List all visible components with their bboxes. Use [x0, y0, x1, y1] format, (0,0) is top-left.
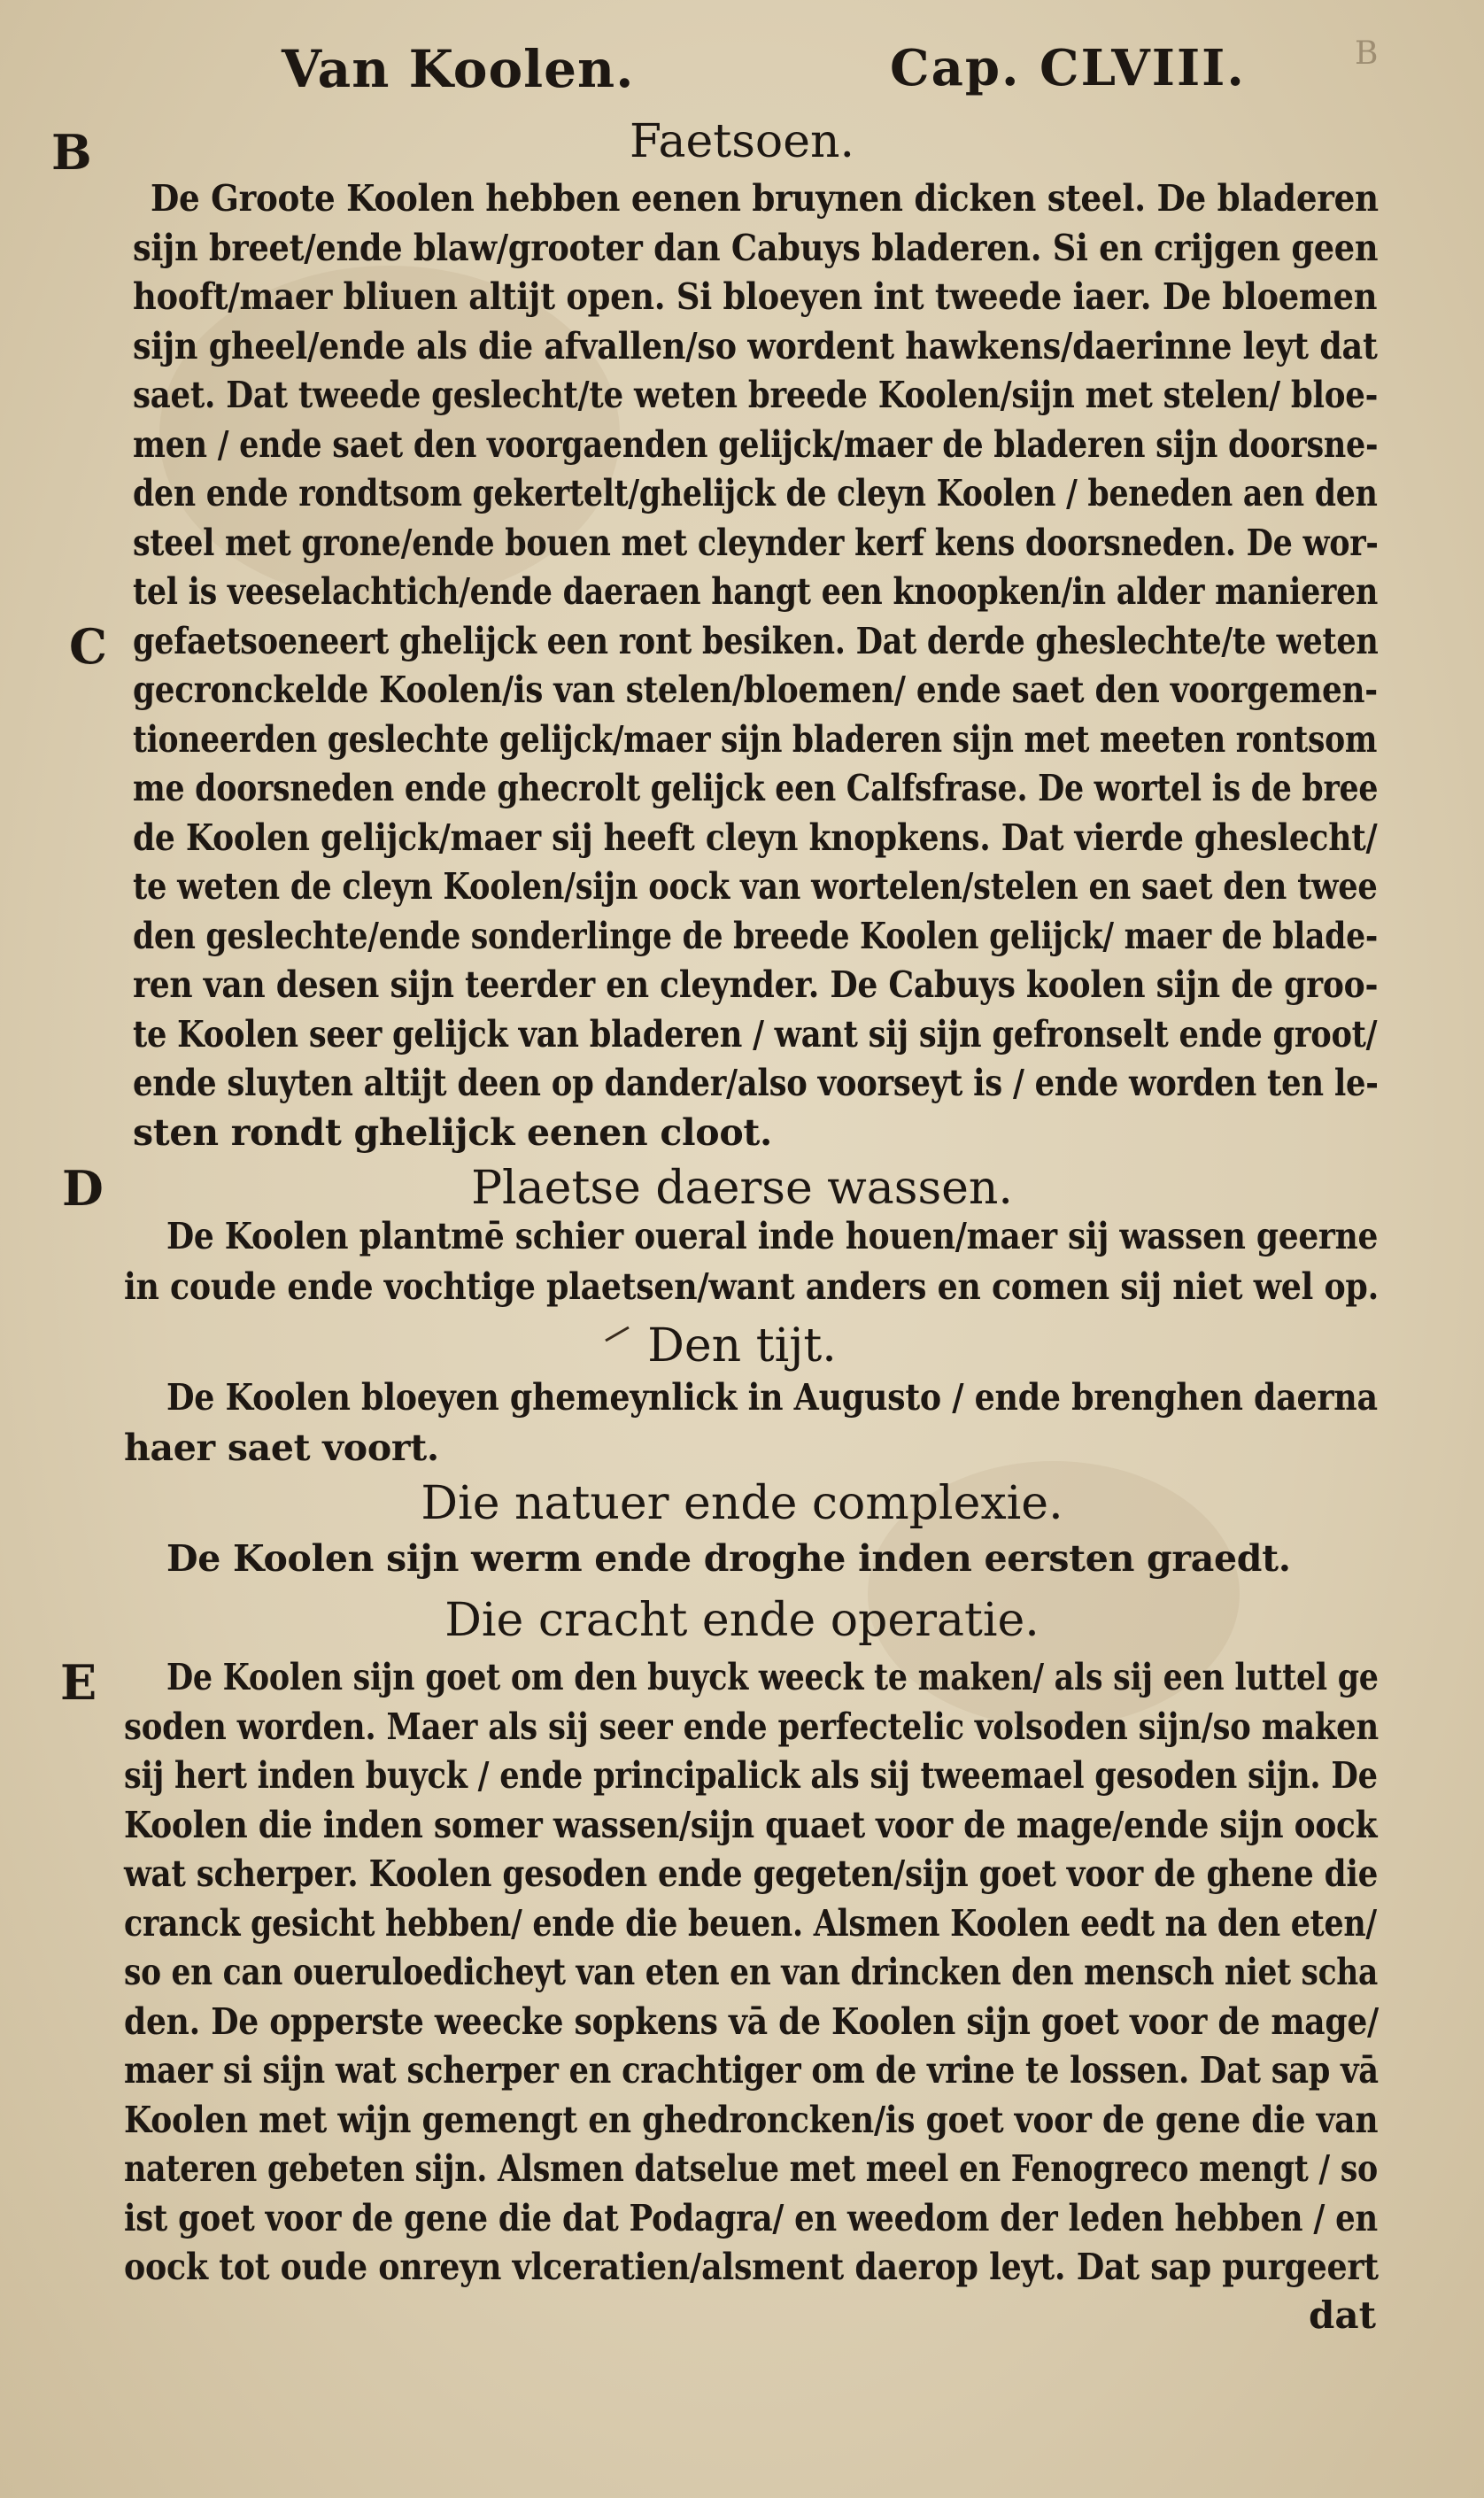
section-heading-plaetse: Plaetse daerse wassen.: [471, 1162, 1013, 1215]
text-line: De Koolen plantmē schier oueral inde houen/maer sij wassen geerne: [166, 1215, 1379, 1257]
margin-marker-b: B: [51, 124, 92, 181]
text-line: sijn breet/ende blaw/grooter dan Cabuys bladeren. Si en crijgen geen: [133, 227, 1379, 269]
section-heading-tijt: Den tijt.: [647, 1319, 837, 1373]
section-heading-faetsoen: Faetsoen.: [629, 115, 854, 168]
text-line: maer si sijn wat scherper en crachtiger om de vrine te lossen. Dat sap vā: [124, 2049, 1379, 2092]
text-line: so en can oueruloedicheyt van eten en van drincken den mensch niet scha: [124, 1951, 1379, 1993]
text-line: den. De opperste weecke sopkens vā de Koolen sijn goet voor de mage/: [124, 2000, 1379, 2043]
section-heading-natuer: Die natuer ende complexie.: [421, 1477, 1063, 1530]
text-line: sij hert inden buyck / ende principalick als sij tweemael gesoden sijn. De: [124, 1754, 1378, 1797]
catchword: dat: [1309, 2293, 1376, 2337]
text-line: ende sluyten altijt deen op dander/also voorseyt is / ende worden ten le-: [133, 1062, 1379, 1104]
text-line: oock tot oude onreyn vlceratien/alsment daerop leyt. Dat sap purgeert: [124, 2246, 1379, 2288]
text-line: nateren gebeten sijn. Alsmen datselue met meel en Fenogreco mengt / so: [124, 2147, 1379, 2190]
text-line: den geslechte/ende sonderlinge de breede Koolen gelijck/ maer de blade-: [133, 915, 1378, 957]
text-line: gefaetsoeneert ghelijck een ront besiken. Dat derde gheslechte/te weten: [133, 620, 1379, 662]
text-line: sten rondt ghelijck eenen cloot.: [133, 1111, 773, 1154]
text-line: de Koolen gelijck/maer sij heeft cleyn knopkens. Dat vierde gheslecht/: [133, 816, 1378, 859]
section-heading-cracht: Die cracht ende operatie.: [444, 1594, 1040, 1647]
text-line: gecronckelde Koolen/is van stelen/bloemen/ ende saet den voorgemen-: [133, 669, 1378, 711]
text-line: steel met grone/ende bouen met cleynder kerf kens doorsneden. De wor-: [133, 522, 1379, 564]
running-head-title: Van Koolen.: [282, 39, 635, 99]
text-line: cranck gesicht hebben/ ende die beuen. Alsmen Koolen eedt na den eten/: [124, 1902, 1377, 1945]
text-line: De Groote Koolen hebben eenen bruynen dicken steel. De bladeren: [151, 177, 1379, 220]
text-line: haer saet voort.: [124, 1427, 439, 1469]
text-line: Koolen met wijn gemengt en ghedroncken/is goet voor de gene die van: [124, 2099, 1379, 2141]
text-line: hooft/maer bliuen altijt open. Si bloeyen int tweede iaer. De bloemen: [133, 275, 1378, 318]
text-line: me doorsneden ende ghecrolt gelijck een Calfsfrase. De wortel is de bree: [133, 767, 1379, 809]
text-line: te Koolen seer gelijck van bladeren / want sij sijn gefronselt ende groot/: [133, 1013, 1378, 1056]
text-line: men / ende saet den voorgaenden gelijck/maer de bladeren sijn doorsne-: [133, 423, 1379, 466]
text-line: te weten de cleyn Koolen/sijn oock van wortelen/stelen en saet den twee: [133, 865, 1378, 908]
text-line: soden worden. Maer als sij seer ende perfectelic volsoden sijn/so maken: [124, 1705, 1379, 1748]
show-through-text: B: [1355, 35, 1379, 72]
margin-marker-d: D: [62, 1160, 104, 1217]
text-line: in coude ende vochtige plaetsen/want anders en comen sij niet wel op.: [124, 1265, 1379, 1308]
margin-marker-e: E: [60, 1654, 97, 1711]
text-line: saet. Dat tweede geslecht/te weten breede Koolen/sijn met stelen/ bloe-: [133, 374, 1379, 416]
text-line: De Koolen bloeyen ghemeynlick in Augusto / ende brenghen daerna: [166, 1376, 1378, 1419]
text-line: tioneerden geslechte gelijck/maer sijn bladeren sijn met meeten rontsom: [133, 718, 1378, 761]
text-line: wat scherper. Koolen gesoden ende gegeten/sijn goet voor de ghene die: [124, 1852, 1379, 1895]
text-line: ren van desen sijn teerder en cleynder. De Cabuys koolen sijn de groo-: [133, 963, 1379, 1006]
text-line: den ende rondtsom gekertelt/ghelijck de cleyn Koolen / beneden aen den: [133, 472, 1378, 514]
text-line: sijn gheel/ende als die afvallen/so wordent hawkens/daerinne leyt dat: [133, 325, 1378, 367]
text-line: ist goet voor de gene die dat Podagra/ en weedom der leden hebben / en: [124, 2197, 1378, 2239]
text-line: De Koolen sijn goet om den buyck weeck te maken/ als sij een luttel ge: [166, 1656, 1379, 1698]
text-line: Koolen die inden somer wassen/sijn quaet voor de mage/ende sijn oock: [124, 1804, 1378, 1846]
chapter-number: Cap. CLVIII.: [890, 39, 1246, 97]
text-line: De Koolen sijn werm ende droghe inden eersten graedt.: [166, 1537, 1291, 1580]
margin-marker-c: C: [69, 618, 107, 675]
text-line: tel is veeselachtich/ende daeraen hangt een knoopken/in alder manieren: [133, 570, 1379, 613]
